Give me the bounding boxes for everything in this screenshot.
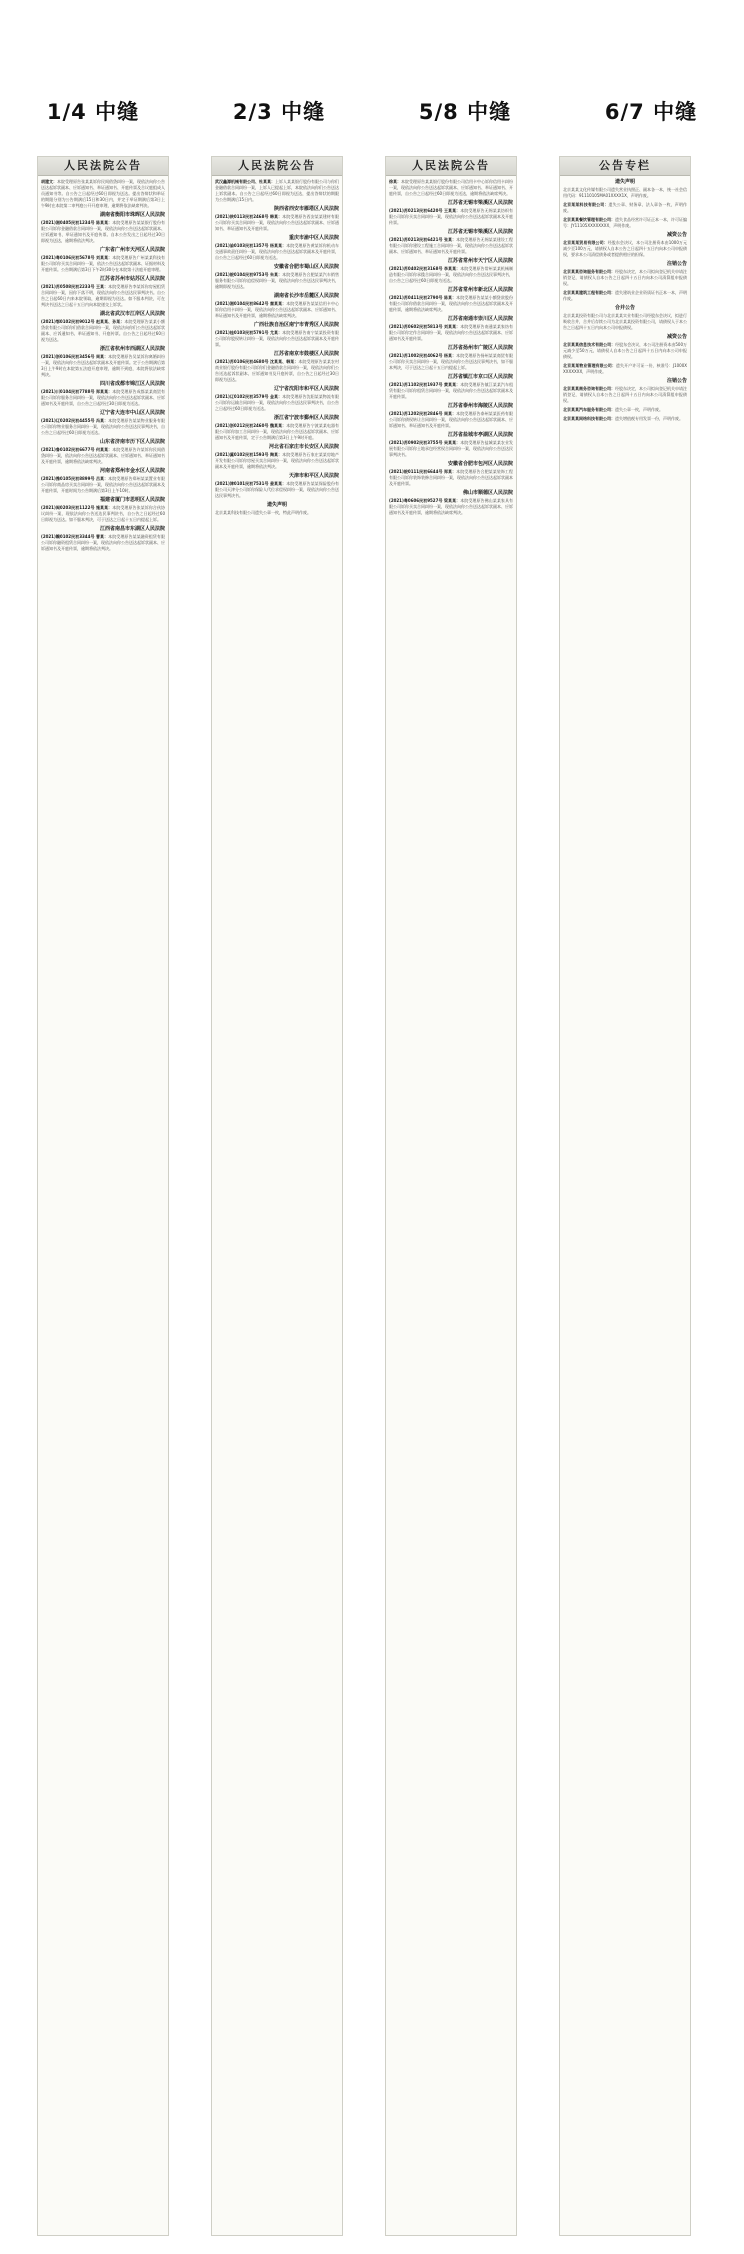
notice-item	[41, 179, 165, 209]
notice-addressee: 北京某某网络科技有限公司：	[563, 416, 615, 421]
newspaper-column-3	[385, 156, 517, 2236]
notice-item	[389, 490, 513, 516]
notice-title: 减资公告	[666, 334, 687, 340]
notice-addressee: (2021)桂0103民初5791号 尤某：	[215, 330, 283, 335]
notice-addressee: (2021)苏0508民初2233号 王某：	[41, 284, 109, 289]
notice-text: 本院受理原告某某物业服务有限公司诉你物业服务合同纠纷一案，现依法向你公告送达民事判决书，自公告之日起经过60日即视为送达。	[41, 418, 165, 435]
notice-addressee: (2021)苏0602民初5813号 刘某某：	[389, 324, 461, 329]
notice-body	[563, 363, 687, 375]
notice-text: 本院受理原告泰州某某医药有限公司诉你债权转让合同纠纷一案，现依法向你公告送达起诉状副本、应诉通知书、举证通知书及开庭传票。	[389, 411, 513, 428]
notice-item	[389, 229, 513, 255]
notice-item	[389, 403, 513, 429]
notice-body	[215, 510, 339, 516]
notice-body	[389, 440, 513, 458]
notice-body	[215, 272, 339, 290]
notice-title: 浙江省杭州市西湖区人民法院	[99, 346, 165, 352]
notice-text: 本院受理原告某某农村商业银行股份有限公司诉你们金融借款合同纠纷一案，现依法向你们公告送达起诉状副本、应诉通知书及开庭传票，自公告之日起经过30日即视为送达。	[215, 359, 340, 382]
notice-title: 安徽省合肥市蜀山区人民法院	[273, 264, 339, 270]
notice-body	[215, 423, 339, 441]
notice-addressee: (2021)鄂0102民初9012号 赵某某、孙某：	[41, 319, 125, 324]
notice-addressee: 北京某某建筑工程有限公司：	[563, 290, 615, 295]
seam-label-5-8: 5/8 中缝	[418, 100, 512, 124]
notice-text: 本院受理原告吴某诉你离婚纠纷一案，现依法向你公告送达起诉状副本及开庭传票。定于公告期满后第3日上午9时在本院第五法庭开庭审理，逾期不到庭，本院将依法缺席判决。	[41, 354, 165, 377]
notice-item	[215, 444, 339, 470]
notice-item	[563, 202, 687, 214]
notice-title: 注销公告	[666, 378, 687, 384]
notice-addressee: (2021)辽0102民初3579号 金某：	[215, 394, 283, 399]
notice-body	[41, 418, 165, 436]
notice-body	[41, 447, 165, 465]
notice-title: 安徽省合肥市包河区人民法院	[447, 461, 513, 467]
notice-item	[215, 502, 339, 516]
notice-body	[41, 179, 165, 209]
notice-title: 浙江省宁波市鄞州区人民法院	[273, 415, 339, 421]
notice-title: 河北省石家庄市长安区人民法院	[268, 444, 339, 450]
notice-addressee: (2021)粤0106民初5678号 刘某某：	[41, 255, 113, 260]
notice-text: 本院受理原告南宁某某投资有限公司诉你股权转让纠纷一案，现依法向你公告送达起诉状副本及开庭传票。	[215, 330, 339, 347]
notice-item	[41, 439, 165, 465]
notice-item	[41, 526, 165, 552]
notice-addressee: 武汉鑫源机械有限公司、杜某某：	[215, 179, 275, 184]
notice-text: 本院受理原告广州某某科技有限公司诉你买卖合同纠纷一案，依法公告送达起诉状副本、证据材料及开庭传票。公告期满后第3日下午2时30分在本院第十法庭开庭审理。	[41, 255, 166, 272]
notice-body	[563, 240, 687, 258]
notice-title: 福建省厦门市思明区人民法院	[99, 497, 165, 503]
notice-addressee: (2021)渝0103民初1357号 杨某某：	[215, 243, 287, 248]
notice-item	[389, 287, 513, 313]
notice-text: 本院受理原告许某诉你民间借贷纠纷一案，依法向你公告送达起诉状副本、应诉通知书、举证通知书及开庭传票，逾期将依法缺席判决。	[41, 447, 166, 464]
notice-body	[41, 284, 165, 308]
notice-item	[563, 179, 687, 199]
notice-addressee: 北京某某贸易有限公司：	[563, 240, 608, 245]
notice-text: 本院受理原告合肥某某装饰工程有限公司诉你装饰装修合同纠纷一案，现依法向你公告送达起诉状副本及开庭传票。	[389, 469, 513, 486]
notice-addressee: 北京某某餐饮管理有限公司：	[563, 217, 615, 222]
notice-body	[41, 220, 165, 244]
notice-item	[215, 322, 339, 348]
notice-item	[41, 311, 165, 343]
notice-addressee: (2021)湘0405民初1234号 陈某某：	[41, 220, 113, 225]
notice-addressee: (2021)陕0113民初2468号 韩某：	[215, 214, 283, 219]
notice-item	[563, 334, 687, 360]
notice-addressee: (2021)冀0102民初1593号 陶某：	[215, 452, 283, 457]
notice-body	[41, 476, 165, 494]
notice-title: 江苏省泰州市海陵区人民法院	[447, 403, 513, 409]
notice-addressee: (2021)川0104民初7788号 郑某某：	[41, 389, 113, 394]
notice-list	[560, 176, 690, 422]
notice-text: 遗失食品经营许可证正本一本，许可证编号：JY11105XXXXXXXX，声明作废。	[563, 217, 687, 228]
notice-addressee: (2021)辽0202民初4455号 冯某：	[41, 418, 109, 423]
notice-addressee: (2021)豫0105民初8899号 吕某：	[41, 476, 109, 481]
notice-text: 本院受理原告沈阳某某物流有限公司诉你运输合同纠纷一案，现依法向你公告送达民事判决书，自公告之日起经过60日即视为送达。	[215, 394, 339, 411]
notice-title: 陕西省西安市雁塔区人民法院	[273, 206, 339, 212]
notice-addressee: (2021)鲁0102民初6677号 何某某：	[41, 447, 113, 452]
notice-addressee: (2021)赣0102民初3344号 曹某：	[41, 534, 109, 539]
notice-title: 四川省成都市锦江区人民法院	[99, 381, 165, 387]
notice-text: 遗失开户许可证一份，核准号：J1000XXXXXXXX，声明作废。	[563, 363, 688, 374]
notice-text: 本院受理原告合肥某某汽车销售服务有限公司诉你追偿权纠纷一案，现依法向你公告送达民事判决书，逾期即视为送达。	[215, 272, 339, 289]
notice-text: 本院受理原告某某小额贷款股份有限公司诉你借款合同纠纷一案，现依法向你公告送达起诉状副本及开庭传票，逾期将依法缺席判决。	[389, 295, 513, 312]
notice-title: 江西省南昌市东湖区人民法院	[99, 526, 165, 532]
notice-body	[215, 301, 339, 319]
notice-addressee: 北京某某信息技术有限公司：	[563, 342, 616, 347]
notice-text: 本院受理原告西安某某建材有限公司诉你买卖合同纠纷一案，现依法向你公告送达起诉状副本、应诉通知书、举证通知书及开庭传票。	[215, 214, 339, 231]
newspaper-column-1	[37, 156, 169, 2236]
notice-title: 广东省广州市天河区人民法院	[99, 247, 165, 253]
notice-title: 广西壮族自治区南宁市青秀区人民法院	[253, 322, 339, 328]
notice-text: 本院受理原告无锡某某建设工程有限公司诉你建设工程施工合同纠纷一案，现依法向你公告送达起诉状副本、应诉通知书、举证通知书及开庭传票。	[389, 237, 513, 254]
notice-text: 本院受理原告某某保险股份有限公司天津分公司诉你保险人代位求偿权纠纷一案，现依法向你公告送达民事判决书。	[215, 481, 340, 498]
notice-title: 江苏省南通市崇川区人民法院	[447, 316, 513, 322]
notice-body	[389, 411, 513, 429]
notice-item	[389, 179, 513, 197]
notice-title: 减资公告	[666, 232, 687, 238]
notice-body	[41, 389, 165, 407]
notice-body	[389, 179, 513, 197]
column-header: 人民法院公告	[38, 157, 168, 176]
notice-addressee: 北京某某汽车服务有限公司：	[563, 407, 615, 412]
notice-title: 江苏省常州市天宁区人民法院	[447, 258, 513, 264]
notice-body	[215, 452, 339, 470]
notice-title: 天津市和平区人民法院	[288, 473, 339, 479]
notice-body	[563, 407, 687, 413]
seam-label-6-7: 6/7 中缝	[604, 100, 698, 124]
notice-text: 本院受理原告南通某某家纺有限公司诉你定作合同纠纷一案，现依法向你公告送达起诉状副本、应诉通知书及开庭传票。	[389, 324, 514, 341]
notice-body	[563, 269, 687, 287]
notice-body	[563, 290, 687, 302]
notice-text: 本院受理原告李某诉你房屋租赁合同纠纷一案，因你下落不明，现依法向你公告送达民事判决书。自公告之日起60日内来本院领取，逾期即视为送达。如不服本判决，可在判决书送达之日起十五日内向本院递交上诉状。	[41, 284, 165, 307]
notice-item	[563, 232, 687, 258]
notice-title: 辽宁省沈阳市和平区人民法院	[273, 386, 339, 392]
notice-text: 本院受理原告张某某诉你民间借贷纠纷一案，现依法向你公告送达起诉状副本、应诉通知书、举证通知书、开庭传票及合议庭组成人员通知书等。自公告之日起经过60日即视为送达。提出答辩状和举证的期限分别为公告期满后15日和30日内，并定于举证期满后第3日上午9时在本院第二审判庭公开开庭审理，逾期将依法缺席判决。	[41, 179, 165, 208]
notice-addressee: 胡建文：	[41, 179, 57, 184]
notice-body	[215, 214, 339, 232]
notice-item	[389, 200, 513, 226]
notice-body	[215, 481, 339, 499]
notice-text: 遗失公章一枚，声明作废。	[615, 407, 663, 412]
notice-item	[41, 346, 165, 378]
notice-addressee: (2021)浙0212民初2460号 魏某某：	[215, 423, 287, 428]
notice-addressee: (2021)闽0203民初1122号 施某某：	[41, 505, 113, 510]
notice-addressee: (2021)苏0902民初3755号 吴某某：	[389, 440, 461, 445]
notice-text: 本院受理原告镇江某某汽车租赁有限公司诉你租赁合同纠纷一案，现依法向你公告送达起诉状副本及开庭传票。	[389, 382, 514, 399]
notice-addressee: 北京某某咨询服务有限公司：	[563, 269, 615, 274]
notice-addressee: (2021)皖0104民初9753号 朱某：	[215, 272, 283, 277]
notice-addressee: (2021)津0101民初7531号 姜某某：	[215, 481, 287, 486]
notice-addressee: (2021)浙0106民初3456号 周某：	[41, 354, 109, 359]
notice-body	[41, 534, 165, 552]
notice-item	[215, 206, 339, 232]
notice-title: 湖北省武汉市江岸区人民法院	[99, 311, 165, 317]
notice-addressee: (2021)苏0402民初3168号 李某某：	[389, 266, 461, 271]
notice-text: 本院受理原告盐城某某农业发展有限公司诉你土地承包经营权合同纠纷一案，现依法向你公告送达民事判决书。	[389, 440, 514, 457]
notice-title: 江苏省常州市新北区人民法院	[447, 287, 513, 293]
seam-label-2-3: 2/3 中缝	[232, 100, 326, 124]
notice-body	[41, 354, 165, 378]
notice-text: 遗失增值税专用发票一份，声明作废。	[615, 416, 683, 421]
notice-item	[41, 497, 165, 523]
notice-body	[389, 498, 513, 516]
notice-item	[563, 261, 687, 287]
notice-addressee: (2021)苏0213民初6420号 王某某：	[389, 208, 461, 213]
notice-title: 江苏省盐城市亭湖区人民法院	[447, 432, 513, 438]
notice-item	[563, 416, 687, 422]
notice-list	[212, 176, 342, 516]
notice-body	[563, 386, 687, 404]
notice-addressee: (2021)苏0213民初6421号 张某：	[389, 237, 457, 242]
notice-title: 遗失声明	[266, 502, 287, 508]
notice-text: 遗失建筑业企业资质证书正本一本，声明作废。	[563, 290, 687, 301]
notice-text: 本院受理原告某某信用卡中心诉你信用卡纠纷一案，现依法向你公告送达起诉状副本、应诉通知书、举证通知书及开庭传票，逾期将依法缺席判决。	[215, 301, 340, 318]
notice-body	[563, 313, 687, 331]
notice-addressee: (2021)苏0411民初2790号 陈某：	[389, 295, 457, 300]
notice-text: 北京某某科技有限公司遗失公章一枚，特此声明作废。	[215, 510, 311, 515]
notice-body	[389, 469, 513, 487]
notice-item	[389, 316, 513, 342]
notice-item	[389, 258, 513, 284]
notice-addressee: 北京某某物业管理有限公司：	[563, 363, 616, 368]
notice-body	[215, 179, 339, 203]
notice-text: 本院受理原告无锡某某纺织有限公司诉你买卖合同纠纷一案，现依法向你公告送达起诉状副本及开庭传票。	[389, 208, 514, 225]
notice-item	[563, 378, 687, 404]
notice-item	[41, 468, 165, 494]
notice-body	[389, 353, 513, 371]
notice-title: 河南省郑州市金水区人民法院	[99, 468, 165, 474]
notice-text: 本院受理原告佛山某某家具有限公司诉你买卖合同纠纷一案，现依法向你公告送达起诉状副本、应诉通知书及开庭传票，逾期将依法缺席判决。	[389, 498, 514, 515]
notice-text: 本院受理原告扬州某某商贸有限公司诉你买卖合同纠纷一案，现依法向你公告送达民事判决书，如不服本判决，可于送达之日起十五日内提起上诉。	[389, 353, 513, 370]
notice-title: 注销公告	[666, 261, 687, 267]
notice-item	[215, 473, 339, 499]
notice-title: 湖南省衡阳市珠晖区人民法院	[99, 212, 165, 218]
notice-title: 江苏省苏州市姑苏区人民法院	[99, 276, 165, 282]
newspaper-column-4	[559, 156, 691, 2236]
notice-item	[563, 305, 687, 331]
notice-body	[389, 382, 513, 400]
notice-addressee: (2021)粤0606民初9527号 梁某某：	[389, 498, 461, 503]
notice-addressee: (2021)湘0104民初8642号 秦某某：	[215, 301, 287, 306]
notice-addressee: (2021)苏1002民初4062号 杨某：	[389, 353, 457, 358]
notice-body	[389, 324, 513, 342]
notice-list	[38, 176, 168, 552]
notice-text: 本院受理原告石家庄某某房地产开发有限公司诉你房屋买卖合同纠纷一案，现依法向你公告送达起诉状副本及开庭传票，逾期将依法判决。	[215, 452, 339, 469]
column-header: 人民法院公告	[212, 157, 342, 176]
notice-addressee: (2021)皖0111民初6644号 郑某：	[389, 469, 457, 474]
column-header: 公告专栏	[560, 157, 690, 176]
notice-item	[41, 276, 165, 308]
notice-title: 山东省济南市历下区人民法院	[99, 439, 165, 445]
notice-text: 本院受理原告黄某诉你机动车交通事故责任纠纷一案，现依法向你公告送达起诉状副本及开庭传票，自公告之日起经过60日即视为送达。	[215, 243, 340, 260]
notice-item	[389, 432, 513, 458]
notice-text: 本院受理原告张某诉你合伙协议纠纷一案，现依法向你公告送达民事判决书，自公告之日起经过60日即视为送达。如不服本判决，可于送达之日起十五日内提起上诉。	[41, 505, 166, 522]
notice-addressee: (2021)苏1202民初2846号 周某：	[389, 411, 457, 416]
notice-item	[563, 407, 687, 413]
seam-label-1-4: 1/4 中缝	[46, 100, 140, 124]
notice-text: 本院受理原告某某银行股份有限公司信用卡中心诉你信用卡纠纷一案，现依法向你公告送达起诉状副本、应诉通知书、举证通知书、开庭传票，自公告之日起经过60日即视为送达，逾期将依法缺席判决。	[389, 179, 513, 196]
notice-text: 上诉人某某银行股份有限公司与你们金融借款合同纠纷一案，上诉人已提起上诉，本院依法向你们公告送达上诉状副本。自公告之日起经过60日即视为送达，提出答辩状的期限为公告期满后15日内。	[215, 179, 339, 202]
notice-item	[215, 235, 339, 261]
notice-text: 经股东会决议，本公司注册资本由500万元减少至50万元，请债权人自本公告之日起四十五日内向本公司申报债权。	[563, 342, 688, 359]
notice-text: 本院受理原告某某融资租赁有限公司诉你融资租赁合同纠纷一案，现依法向你公告送达起诉状副本、应诉通知书及开庭传票，逾期将依法判决。	[41, 534, 165, 551]
notice-title: 江苏省无锡市梁溪区人民法院	[447, 229, 513, 235]
notice-item	[389, 461, 513, 487]
notice-body	[215, 330, 339, 348]
notice-title: 辽宁省大连市中山区人民法院	[99, 410, 165, 416]
notice-list	[386, 176, 516, 516]
notice-addressee: (2021)苏1102民初1937号 黄某某：	[389, 382, 461, 387]
notice-text: 本院受理原告宁波某某电器有限公司诉你加工合同纠纷一案，现依法向你公告送达起诉状副本、应诉通知书及开庭传票，定于公告期满后第3日上午9时开庭。	[215, 423, 340, 440]
notice-body	[41, 319, 165, 343]
notice-body	[389, 295, 513, 313]
seam-labels	[0, 96, 744, 136]
notice-text: 本院受理原告成都某某商贸有限公司诉你服务合同纠纷一案，现依法向你公告送达起诉状副本、应诉通知书及开庭传票，自公告之日起经过30日即视为送达。	[41, 389, 166, 406]
notice-body	[563, 187, 687, 199]
notice-body	[563, 202, 687, 214]
column-header: 人民法院公告	[386, 157, 516, 176]
notice-title: 合并公告	[614, 305, 635, 311]
notice-addressee: 北京某某商务咨询有限公司：	[563, 386, 615, 391]
notice-body	[563, 342, 687, 360]
notice-text: 本院受理原告某某银行股份有限公司诉你金融借款合同纠纷一案，现依法向你公告送达起诉状副本、应诉通知书、举证通知书及开庭传票。自本公告发出之日起经过30日即视为送达，逾期将依法判决。	[41, 220, 166, 243]
notice-addressee: 徐某：	[389, 179, 401, 184]
notice-body	[563, 217, 687, 229]
notice-item	[41, 381, 165, 407]
notice-body	[41, 255, 165, 273]
notice-item	[215, 386, 339, 412]
notice-body	[389, 237, 513, 255]
notice-addressee: (2021)苏0106民初4680号 沈某某、韩某：	[215, 359, 299, 364]
notice-item	[215, 293, 339, 319]
notice-title: 江苏省南京市鼓楼区人民法院	[273, 351, 339, 357]
notice-item	[41, 410, 165, 436]
notice-item	[215, 264, 339, 290]
notice-item	[215, 415, 339, 441]
notice-text: 北京某某投资有限公司与北京某某实业有限公司经股东会决议，拟进行吸收合并，合并后存续公司为北京某某投资有限公司，请债权人于本公告之日起四十五日内向本公司申报债权。	[563, 313, 687, 330]
notice-item	[389, 374, 513, 400]
notice-item	[389, 345, 513, 371]
notice-title: 佛山市顺德区人民法院	[462, 490, 513, 496]
notice-text: 本院受理原告常州某某机械制造有限公司诉你承揽合同纠纷一案，现依法向你公告送达民事判决书，自公告之日起经过60日即视为送达。	[389, 266, 514, 283]
notice-body	[389, 266, 513, 284]
notice-text: 经股东决定，本公司拟向登记机关申请注销登记，请债权人自本公告之日起四十五日内向本公司清算组申报债权。	[563, 386, 687, 403]
notice-text: 遗失公章、财务章、法人章各一枚，声明作废。	[563, 202, 688, 213]
notice-body	[215, 243, 339, 261]
notice-title: 重庆市渝中区人民法院	[288, 235, 339, 241]
notice-item	[41, 212, 165, 244]
notice-title: 遗失声明	[614, 179, 635, 185]
notice-item	[563, 363, 687, 375]
notice-body	[563, 416, 687, 422]
notice-item	[563, 290, 687, 302]
notice-title: 江苏省无锡市梁溪区人民法院	[447, 200, 513, 206]
notice-body	[41, 505, 165, 523]
notice-body	[215, 394, 339, 412]
notice-text: 本院受理原告郑州某某置业有限公司诉你商品房买卖合同纠纷一案，现依法向你公告送达起诉状副本及开庭传票，开庭时间为公告期满后第3日上午10时。	[41, 476, 165, 493]
notice-item	[215, 179, 339, 203]
notice-title: 湖南省长沙市岳麓区人民法院	[273, 293, 339, 299]
notice-text: 经股东会决议，本公司注册资本由1000万元减少至100万元，请债权人自本公告之日起四十五日内向本公司申报债权，要求本公司清偿债务或者提供相应的担保。	[563, 240, 687, 257]
notice-item	[215, 351, 339, 383]
notice-title: 江苏省扬州市广陵区人民法院	[447, 345, 513, 351]
notice-item	[41, 247, 165, 273]
notice-body	[215, 359, 339, 383]
notice-text: 经股东决定，本公司拟向登记机关申请注销登记，请债权人自本公告之日起四十五日内向本公司清算组申报债权。	[563, 269, 687, 286]
newspaper-column-2	[211, 156, 343, 2236]
notice-item	[563, 217, 687, 229]
notice-title: 江苏省镇江市京口区人民法院	[447, 374, 513, 380]
notice-addressee: 北京某某科技有限公司：	[563, 202, 609, 207]
notice-body	[389, 208, 513, 226]
notice-text: 本院受理原告某某小额贷款有限公司诉你们借款合同纠纷一案，现依法向你们公告送达起诉状副本、应诉通知书、举证通知书、开庭传票。自公告之日起经过60日视为送达。	[41, 319, 166, 342]
notice-text: 北京某某文化传媒有限公司遗失营业执照正、副本各一本，统一社会信用代码：91110105MA01XXXX1X，声明作废。	[563, 187, 687, 198]
